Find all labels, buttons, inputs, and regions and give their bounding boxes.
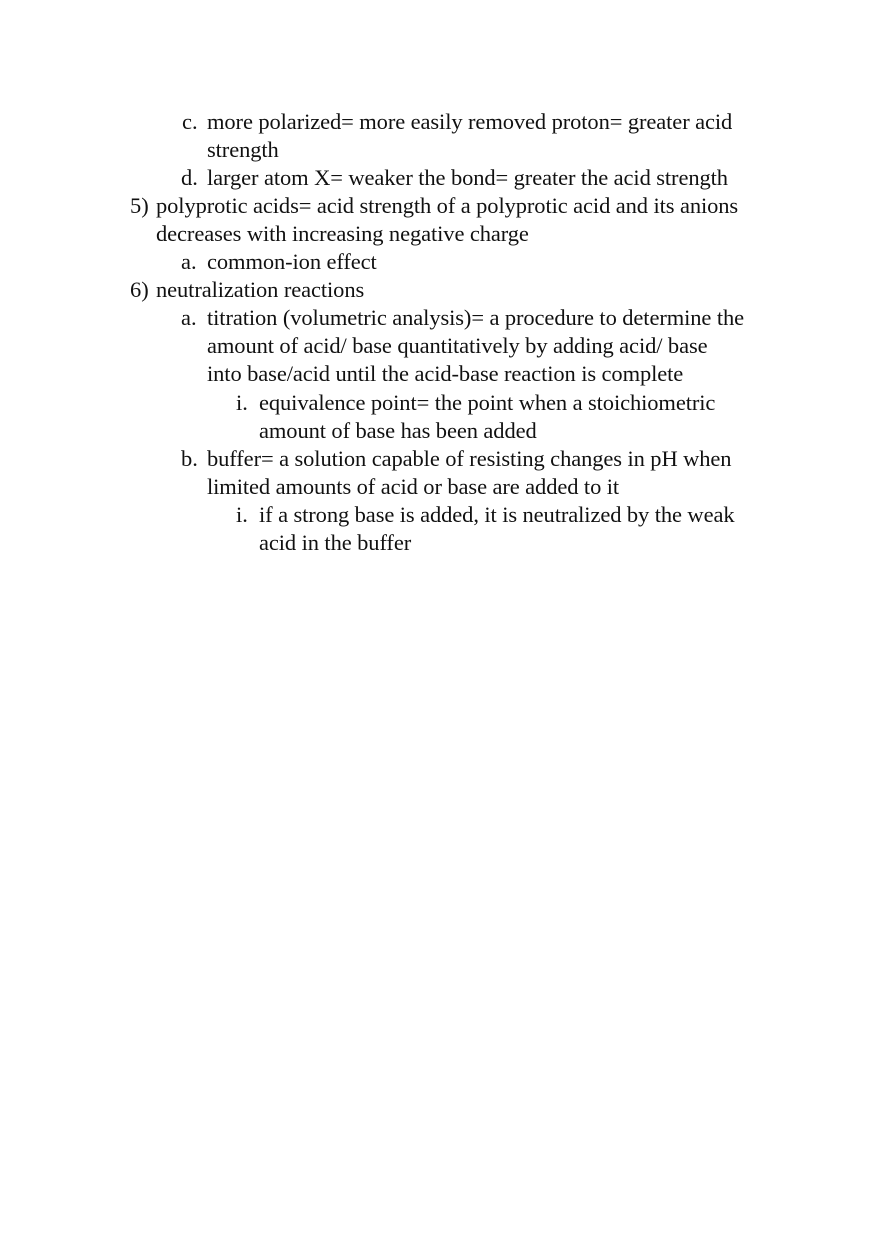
list-marker: c. [182,109,198,134]
list-item-text: amount of acid/ base quantitatively by adding acid/ base [207,333,708,358]
list-item-text: decreases with increasing negative charge [156,221,529,246]
list-item-text: into base/acid until the acid-base reaction is complete [207,361,684,386]
list-item-text: more polarized= more easily removed proton= greater acid [207,109,733,134]
list-item-text: titration (volumetric analysis)= a procedure to determine the [207,305,745,330]
list-item-text: amount of base has been added [259,418,537,443]
list-marker: d. [181,165,198,190]
list-item-text: common-ion effect [207,249,377,274]
list-item-text: limited amounts of acid or base are added to it [207,474,620,499]
list-item-text: neutralization reactions [156,277,365,302]
list-marker: a. [181,305,197,330]
list-marker: 6) [130,277,149,302]
list-marker: 5) [130,193,149,218]
list-marker: a. [181,249,197,274]
list-item-text: equivalence point= the point when a stoichiometric [259,390,716,415]
list-marker: i. [236,390,248,415]
list-marker: b. [181,446,198,471]
list-item-text: buffer= a solution capable of resisting changes in pH when [207,446,732,471]
list-item-text: larger atom X= weaker the bond= greater the acid strength [207,165,728,190]
list-marker: i. [236,502,248,527]
list-item-text: acid in the buffer [259,530,412,555]
list-item-text: if a strong base is added, it is neutralized by the weak [259,502,735,527]
list-item-text: strength [207,137,279,162]
list-item-text: polyprotic acids= acid strength of a polyprotic acid and its anions [156,193,739,218]
